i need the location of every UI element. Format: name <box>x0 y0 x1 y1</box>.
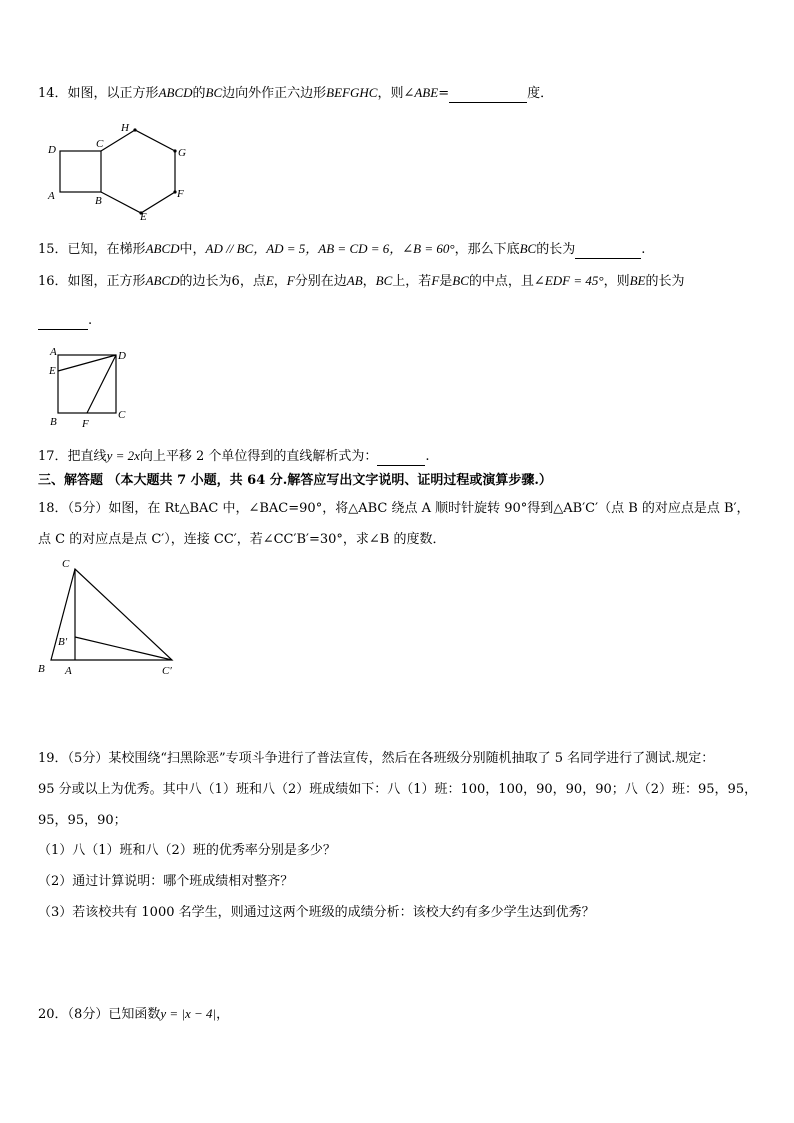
q19-line2: 95 分或以上为优秀。其中八（1）班和八（2）班成绩如下：八（1）班：100，100，90，90，90；八（2）班：95，95， <box>38 782 758 797</box>
q14-answer-blank[interactable] <box>449 88 527 103</box>
q14-label-D: D <box>48 144 56 156</box>
q18-label-B: B <box>38 663 45 675</box>
q18-label-A: A <box>65 665 72 677</box>
q14-text: 14．如图，以正方形ABCD的BC边向外作正六边形BEFGHC，则∠ABE= 度． <box>38 85 554 101</box>
q19-line1: 19．（5分）某校围绕“扫黑除恶”专项斗争进行了普法宣传，然后在各班级分别随机抽取了 5 名同学进行了测试.规定： <box>38 751 715 766</box>
q16-label-C: C <box>118 409 126 421</box>
section-3-heading: 三、解答题 （本大题共 7 小题，共 64 分.解答应写出文字说明、证明过程或演算步骤.） <box>38 473 552 488</box>
q19-sub2: （2）通过计算说明：哪个班成绩相对整齐？ <box>38 874 294 889</box>
q16-label-B: B <box>50 416 57 428</box>
q16-figure <box>44 344 134 434</box>
q20-text: 20．（8分）已知函数y = |x − 4|， <box>38 1006 230 1022</box>
q15-answer-blank[interactable] <box>575 244 641 259</box>
q16-label-E: E <box>49 365 56 377</box>
q19-line3: 95，95，90； <box>38 813 127 828</box>
q18-label-B-prime: B′ <box>58 636 68 648</box>
q17-answer-blank[interactable] <box>377 451 425 466</box>
q16-text: 16．如图，正方形ABCD的边长为6，点E，F分别在边AB，BC上，若F是BC的中点，且∠EDF = 45°，则BE的长为 <box>38 273 685 289</box>
q14-label-C: C <box>96 138 104 150</box>
q14-label-E: E <box>140 211 147 223</box>
q18-label-C: C <box>62 558 70 570</box>
q18-line1: 18．（5分）如图，在 Rt△BAC 中，∠BAC=90°，将△ABC 绕点 A 顺时针旋转 90°得到△AB′C′（点 B 的对应点是点 B′， <box>38 501 750 516</box>
q14-label-H: H <box>121 122 129 134</box>
q18-label-C-prime: C′ <box>162 665 172 677</box>
q14-label-A: A <box>48 190 55 202</box>
q18-line2: 点 C 的对应点是点 C′），连接 CC′，若∠CC′B′=30°，求∠B 的度数． <box>38 532 446 547</box>
q16-label-F: F <box>82 418 89 430</box>
q15-text: 15．已知，在梯形ABCD中，AD // BC，AD = 5，AB = CD = 6，∠B = 60°，那么下底BC的长为 . <box>38 241 646 257</box>
q14-label-F: F <box>177 188 184 200</box>
q16-answer-blank[interactable] <box>38 315 88 330</box>
q16-label-A: A <box>50 346 57 358</box>
q17-text: 17．把直线y = 2x向上平移 2 个单位得到的直线解析式为： . <box>38 448 430 464</box>
q16-label-D: D <box>118 350 126 362</box>
q16-blank-line: . <box>38 312 92 330</box>
q18-figure <box>34 552 184 680</box>
q14-label-B: B <box>95 195 102 207</box>
q19-sub3: （3）若该校共有 1000 名学生，则通过这两个班级的成绩分析：该校大约有多少学生达到优秀？ <box>38 905 595 920</box>
q19-sub1: （1）八（1）班和八（2）班的优秀率分别是多少？ <box>38 843 336 858</box>
q14-label-G: G <box>178 147 186 159</box>
q14-figure <box>44 118 204 223</box>
